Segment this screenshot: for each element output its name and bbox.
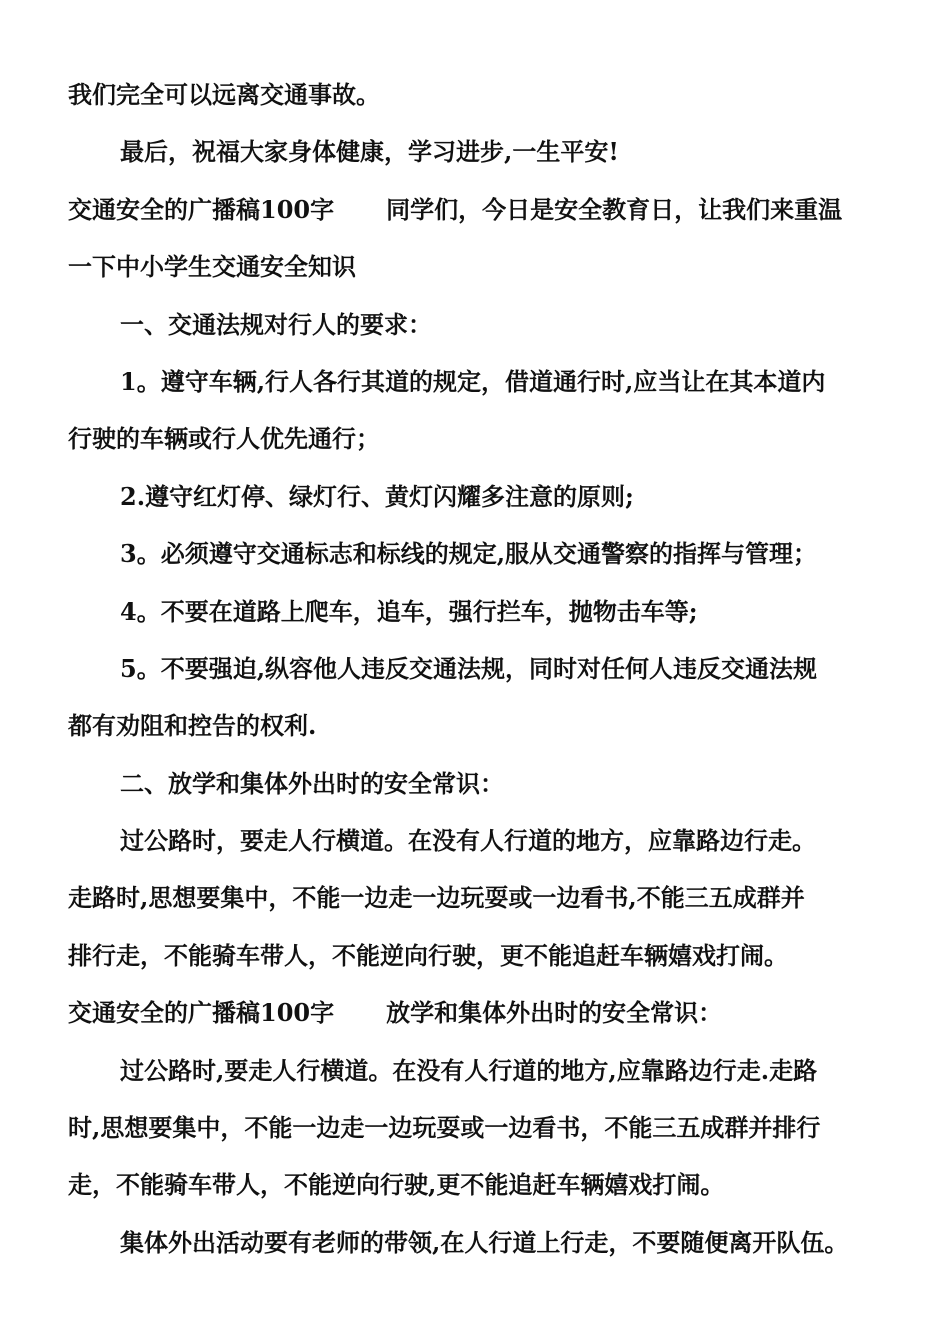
section-heading-line [68,181,888,238]
paragraph-line: 时,思想要集中，不能一边走一边玩耍或一边看书，不能三五成群并排行 [68,1113,821,1143]
paragraph-line: 走，不能骑车带人，不能逆向行驶,更不能追赶车辆嬉戏打闹。 [68,1170,725,1200]
subheading-line: 二、放学和集体外出时的安全常识： [120,768,504,798]
paragraph-line: 一下中小学生交通安全知识 [68,252,356,282]
section-title: 交通安全的广播稿100字 [68,194,335,224]
list-item-line: 都有劝阻和控告的权利. [68,711,317,741]
subheading-line: 一、交通法规对行人的要求： [120,309,432,339]
list-item-line: 2.遵守红灯停、绿灯行、黄灯闪耀多注意的原则; [120,481,634,511]
list-item-line: 3。必须遵守交通标志和标线的规定,服从交通警察的指挥与管理； [120,539,818,569]
paragraph-line: 我们完全可以远离交通事故。 [68,80,380,109]
paragraph-line: 排行走，不能骑车带人，不能逆向行驶，更不能追赶车辆嬉戏打闹。 [68,940,788,970]
list-item-line: 4。不要在道路上爬车，追车，强行拦车，抛物击车等; [120,596,698,626]
paragraph-line: 走路时,思想要集中，不能一边走一边玩耍或一边看书,不能三五成群并 [68,883,805,913]
paragraph-line: 过公路时,要走人行横道。在没有人行道的地方,应靠路边行走.走路 [120,1055,818,1085]
paragraph-line: 集体外出活动要有老师的带领,在人行道上行走，不要随便离开队伍。 [120,1227,849,1257]
document-page [68,66,888,1271]
list-item-line: 1。遵守车辆,行人各行其道的规定，借道通行时,应当让在其本道内 [120,366,826,396]
section-title: 交通安全的广播稿100字 [68,998,335,1028]
list-item-line: 行驶的车辆或行人优先通行； [68,424,380,454]
paragraph-text: 同学们，今日是安全教育日，让我们来重温 [386,194,843,224]
list-item-line: 5。不要强迫,纵容他人违反交通法规，同时对任何人违反交通法规 [120,653,818,683]
paragraph-line: 过公路时，要走人行横道。在没有人行道的地方，应靠路边行走。 [120,826,816,856]
paragraph-line: 最后，祝福大家身体健康，学习进步,一生平安! [120,137,619,167]
paragraph-text: 放学和集体外出时的安全常识： [386,998,723,1028]
section-heading-line [68,984,888,1041]
